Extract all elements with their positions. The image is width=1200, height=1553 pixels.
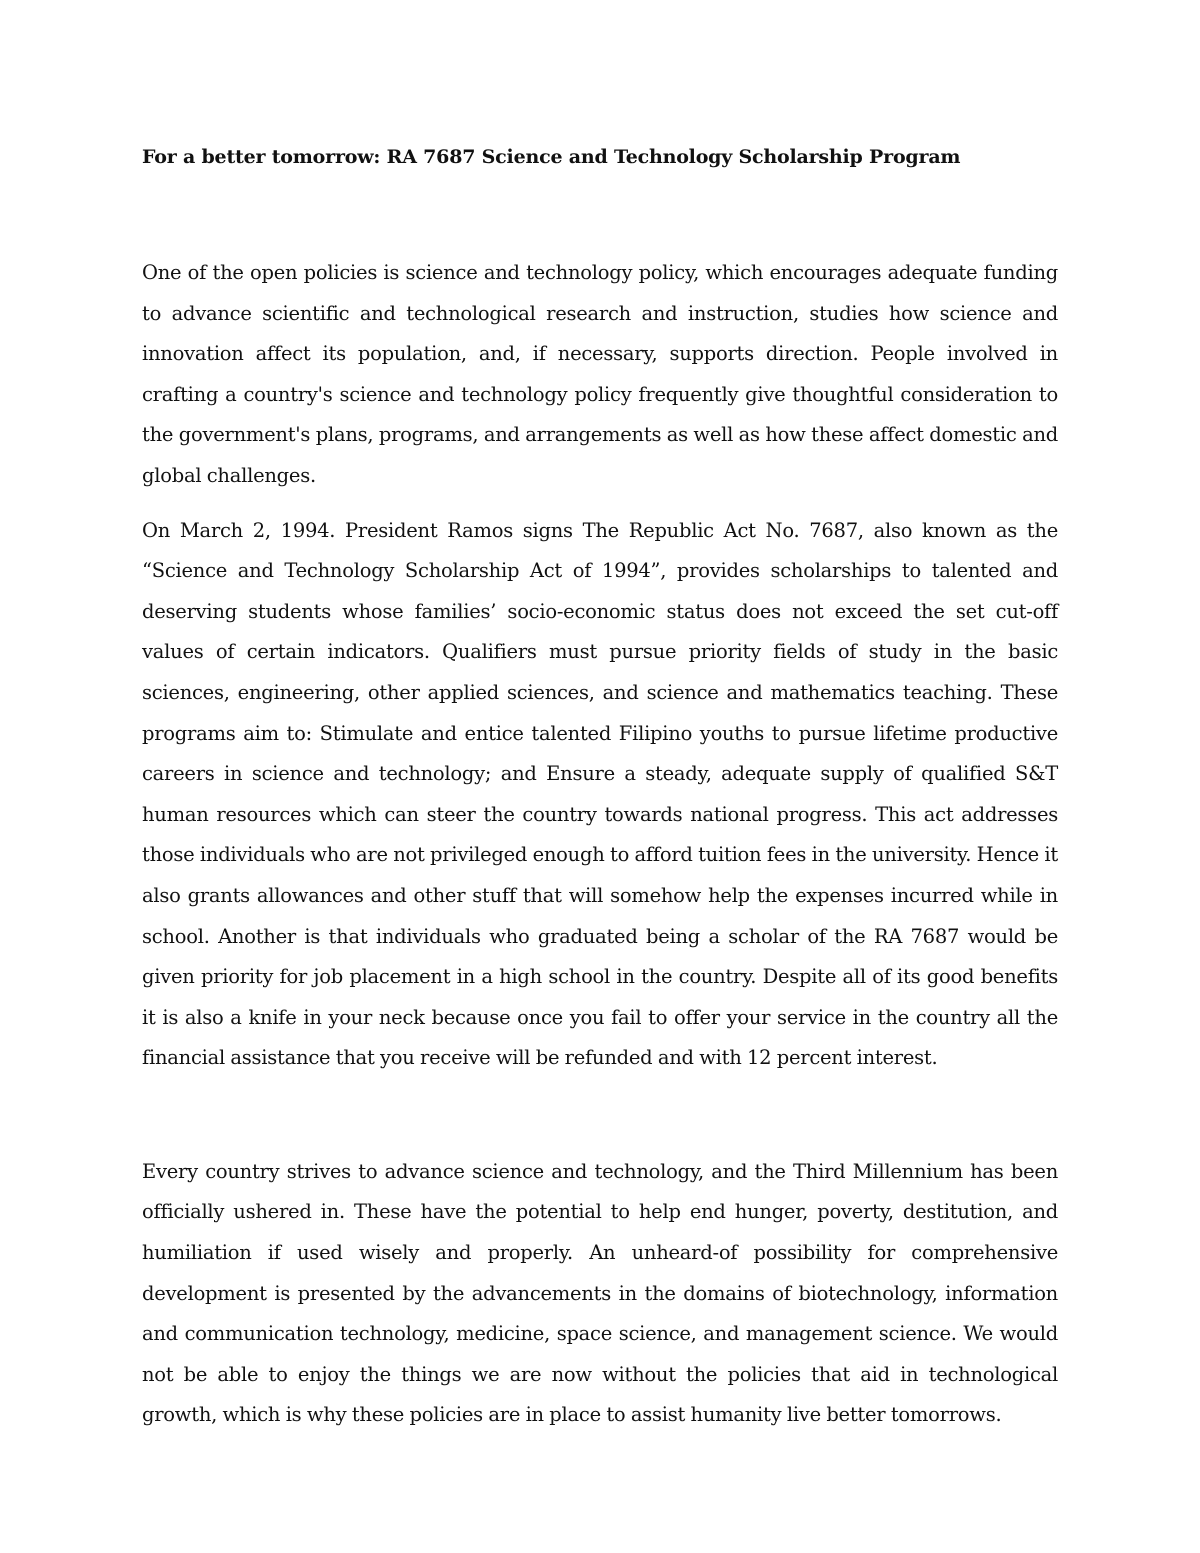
paragraph-ra-7687: On March 2, 1994. President Ramos signs The Republic Act No. 7687, also known as the “Science and Technology Scholarship Act of 1994”, provides scholarships to talented and deserving students whose families’ socio-economic status does not exceed the set cut-off values of certain indicators. Qualifiers must pursue priority fields of study in the basic sciences, engineering, other applied sciences, and science and mathematics teaching. These programs aim to: Stimulate and entice talented Filipino youths to pursue lifetime productive careers in science and technology; and Ensure a steady, adequate supply of qualified S&T human resources which can steer the country towards national progress. This act addresses those individuals who are not privileged enough to afford tuition fees in the university. Hence it also grants allowances and other stuff that will somehow help the expenses incurred while in school. Another is that individuals who graduated being a scholar of the RA 7687 would be given priority for job placement in a high school in the country. Despite all of its good benefits it is also a knife in your neck because once you fail to offer your service in the country all the financial assistance that you receive will be refunded and with 12 percent interest. bbox=[142, 518, 1058, 1070]
document-body bbox=[142, 143, 1058, 1436]
document-title: For a better tomorrow: RA 7687 Science and Technology Scholarship Program bbox=[142, 146, 961, 168]
paragraph-science-technology-policy: One of the open policies is science and technology policy, which encourages adequate funding to advance scientific and technological research and instruction, studies how science and innovation affect its population, and, if necessary, supports direction. People involved in crafting a country's science and technology policy frequently give thoughtful consideration to the government's plans, programs, and arrangements as well as how these affect domestic and global challenges. bbox=[142, 261, 1058, 487]
paragraph-third-millennium: Every country strives to advance science and technology, and the Third Millennium has been officially ushered in. These have the potential to help end hunger, poverty, destitution, and humiliation if used wisely and properly. An unheard-of possibility for comprehensive development is presented by the advancements in the domains of biotechnology, information and communication technology, medicine, space science, and management science. We would not be able to enjoy the things we are now without the policies that aid in technological growth, which is why these policies are in place to assist humanity live better tomorrows. bbox=[142, 1159, 1058, 1427]
